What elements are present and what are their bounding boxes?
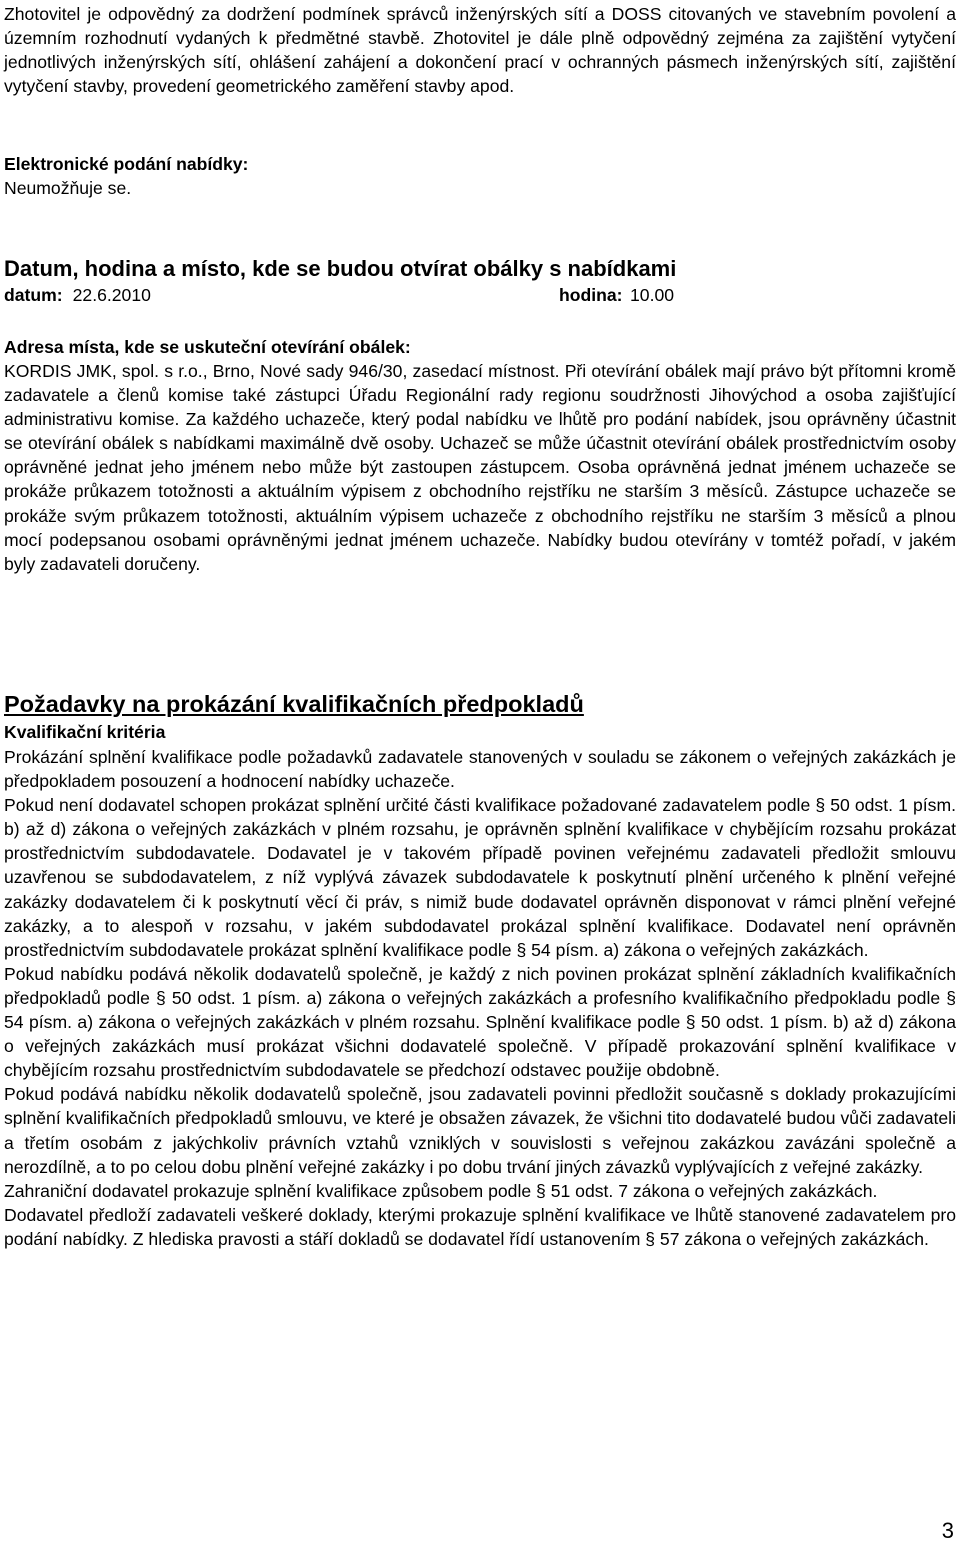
qualification-body: [4, 745, 956, 1251]
electronic-submission-heading: Elektronické podání nabídky:: [4, 154, 249, 174]
address-heading: Adresa místa, kde se uskuteční otevírání obálek:: [4, 337, 411, 357]
hour-label: hodina:: [559, 285, 623, 305]
opening-date-row: [4, 283, 704, 307]
date-value: 22.6.2010: [72, 285, 151, 305]
address-paragraph: KORDIS JMK, spol. s r.o., Brno, Nové sady 946/30, zasedací místnost. Při otevírání obálek mají právo být přítomni kromě zadavatele a členů komise také zástupci Úřadu Regionální rady regionu soudržnosti Jihovýchod a osoba zajišťující administrativu komise. Za každého uchazeče, který podal nabídku ve lhůtě pro podání nabídek, jsou oprávněny účastnit se otevírání obálek s nabídkami maximálně dvě osoby. Uchazeč se může účastnit otevírání obálek prostřednictvím osoby oprávněné jednat jeho jménem nebo může být zastoupen zástupcem. Osoba oprávněná jednat jménem uchazeče se prokáže průkazem totožnosti a aktuálním výpisem z obchodního rejstříku ne starším 3 měsíců. Zástupce uchazeče se prokáže svým průkazem totožnosti, aktuálním výpisem uchazeče z obchodního rejstříku ne starším 3 měsíců a plnou mocí podepsanou osobami oprávněnými jednat jménem uchazeče. Nabídky budou otevírány v tomtéž pořadí, v jakém byly zadavateli doručeny.: [4, 361, 956, 574]
qualification-paragraph-6: Dodavatel předloží zadavateli veškeré doklady, kterými prokazuje splnění kvalifikace ve lhůtě stanovené zadavatelem pro podání nabídky. Z hlediska pravosti a stáří dokladů se dodavatel řídí ustanovením § 57 zákona o veřejných zakázkách.: [4, 1204, 956, 1249]
qualification-subheading: Kvalifikační kritéria: [4, 722, 166, 742]
qualification-heading: Požadavky na prokázání kvalifikačních předpokladů: [4, 691, 584, 717]
qualification-paragraph-3: Pokud nabídku podává několik dodavatelů společně, je každý z nich povinen prokázat splnění základních kvalifikačních předpokladů podle § 50 odst. 1 písm. a) zákona o veřejných zakázkách a profesního kvalifikačního předpokladu podle § 54 písm. a) zákona o veřejných zakázkách v plném rozsahu. Splnění kvalifikace podle § 50 odst. 1 písm. b) až d) zákona o veřejných zakázkách musí prokázat všichni dodavatelé společně. V případě prokazování splnění kvalifikace v chybějícím rozsahu prostřednictvím subdodavatele se předchozí odstavec použije obdobně.: [4, 963, 956, 1081]
qualification-paragraph-1: Prokázání splnění kvalifikace podle požadavků zadavatele stanovených v souladu se zákonem o veřejných zakázkách je předpokladem posouzení a hodnocení nabídky uchazeče.: [4, 747, 956, 792]
electronic-submission-value: Neumožňuje se.: [4, 178, 132, 198]
qualification-paragraph-4: Pokud podává nabídku několik dodavatelů společně, jsou zadavateli povinni předložit současně s doklady prokazujícími splnění kvalifikačních předpokladů smlouvu, ve které je obsažen závazek, že všichni tito dodavatelé budou vůči zadavateli a třetím osobám z jakýchkoliv právních vztahů vzniklých v souvislosti s veřejnou zakázkou zavázáni společně a nerozdílně, a to po celou dobu plnění veřejné zakázky i po dobu trvání jiných závazků vyplývajících z veřejné zakázky.: [4, 1084, 956, 1177]
intro-paragraph: Zhotovitel je odpovědný za dodržení podmínek správců inženýrských sítí a DOSS citovaných ve stavebním povolení a územním rozhodnutí vydaných k předmětné stavbě. Zhotovitel je dále plně odpovědný zejména za zajištění vytyčení jednotlivých inženýrských sítí, ohlášení zahájení a dokončení prací v ochranných pásmech inženýrských sítí, zajištění vytyčení stavby, provedení geometrického zaměření stavby apod.: [4, 4, 956, 97]
hour-value: 10.00: [630, 285, 675, 305]
date-label: datum:: [4, 285, 63, 305]
qualification-paragraph-2: Pokud není dodavatel schopen prokázat splnění určité části kvalifikace požadované zadavatelem podle § 50 odst. 1 písm. b) až d) zákona o veřejných zakázkách v plném rozsahu, je oprávněn splnění kvalifikace v chybějícím rozsahu prokázat prostřednictvím subdodavatele. Dodavatel je v takovém případě povinen veřejnému zadavateli předložit smlouvu uzavřenou se subdodavatelem, z níž vyplývá závazek subdodavatele k poskytnutí plnění určeného k plnění veřejné zakázky dodavatelem či k poskytnutí věcí či práv, s nimiž bude dodavatel oprávněn disponovat v rámci plnění veřejné zakázky, a to alespoň v rozsahu, v jakém subdodavatel prokázal splnění kvalifikace. Dodavatel není oprávněn prostřednictvím subdodavatele prokázat splnění kvalifikace podle § 54 písm. a) zákona o veřejných zakázkách.: [4, 795, 956, 960]
opening-heading: Datum, hodina a místo, kde se budou otvírat obálky s nabídkami: [4, 256, 677, 281]
page-number: 3: [941, 1518, 954, 1543]
qualification-paragraph-5: Zahraniční dodavatel prokazuje splnění kvalifikace způsobem podle § 51 odst. 7 zákona o veřejných zakázkách.: [4, 1180, 878, 1201]
